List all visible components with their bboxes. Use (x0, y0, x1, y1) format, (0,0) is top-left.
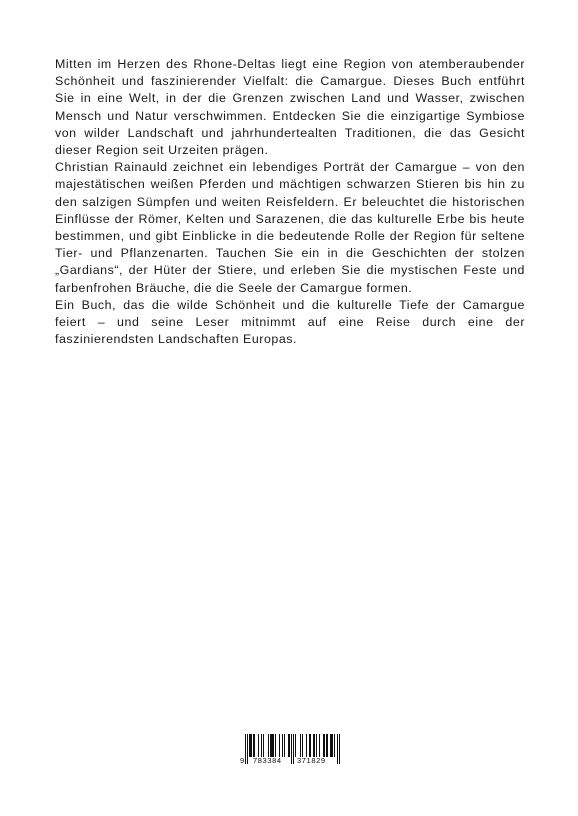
barcode-bar (337, 734, 338, 764)
barcode-bar (288, 734, 290, 757)
barcode-first-digit: 9 (240, 756, 245, 765)
barcode-bar (306, 734, 307, 757)
paragraph-author: Christian Rainauld zeichnet ein lebendiges Porträt der Camargue – von den majestätischen weißen Pferden und mächtigen schwarzen Stieren bis hin zu den salzigen Sümpfen und weiten Reisfeldern. Er beleuchtet die historischen Einflüsse der Römer, Kelten und Sarazenen, die das kulturelle Erbe bis heute bestimmen, und gibt Einblicke in die bedeutende Rolle der Region für seltene Tier- und Pflanzenarten. Tauchen Sie ein in die Geschichten der stolzen „Gardians“, der Hüter der Stiere, und erleben Sie die mystischen Feste und farbenfrohen Bräuche, die die Seele der Camargue formen. (55, 160, 525, 295)
barcode-bar (282, 734, 283, 757)
barcode-bar (334, 734, 335, 757)
barcode-bar (323, 734, 325, 757)
back-cover-text (55, 56, 525, 348)
barcode-bar (258, 734, 259, 757)
barcode-bar (330, 734, 333, 757)
barcode-bar (313, 734, 315, 757)
paragraph-closing: Ein Buch, das die wilde Schönheit und die kulturelle Tiefe der Camargue feiert – und seine Leser mitnimmt auf eine Reise durch eine der faszinierendsten Landschaften Europas. (55, 297, 525, 347)
barcode-bar (268, 734, 269, 757)
barcode-bar (319, 734, 320, 757)
barcode-bar (279, 734, 280, 757)
barcode-right-digits: 371829 (297, 756, 326, 765)
barcode-bar (249, 734, 252, 757)
barcode-bar (284, 734, 285, 757)
barcode-bar (270, 734, 274, 757)
isbn-barcode (235, 734, 347, 770)
barcode-bar (261, 734, 262, 757)
paragraph-intro: Mitten im Herzen des Rhone-Deltas liegt eine Region von atemberaubender Schönheit und faszinierender Vielfalt: die Camargue. Dieses Buch entführt Sie in eine Welt, in der die Grenzen zwischen Land und Wasser, zwischen Mensch und Natur verschwimmen. Entdecken Sie die einzigartige Symbiose von wilder Landschaft und jahrhundertealten Traditionen, die das Gesicht dieser Region seit Urzeiten prägen. (55, 57, 525, 158)
barcode-bar (275, 734, 276, 757)
barcode-bar (339, 734, 340, 764)
barcode-bar (247, 734, 248, 764)
barcode-bar (263, 734, 264, 757)
barcode-bar (293, 734, 294, 764)
barcode-bar (253, 734, 255, 757)
barcode-bar (309, 734, 311, 757)
barcode-bar (295, 734, 296, 757)
barcode-left-digits: 783384 (253, 756, 282, 765)
barcode-bar (326, 734, 328, 757)
barcode-bar (245, 734, 246, 764)
barcode-bar (300, 734, 301, 757)
barcode-bar (316, 734, 317, 757)
barcode-bar (291, 734, 292, 764)
barcode-bar (302, 734, 303, 757)
